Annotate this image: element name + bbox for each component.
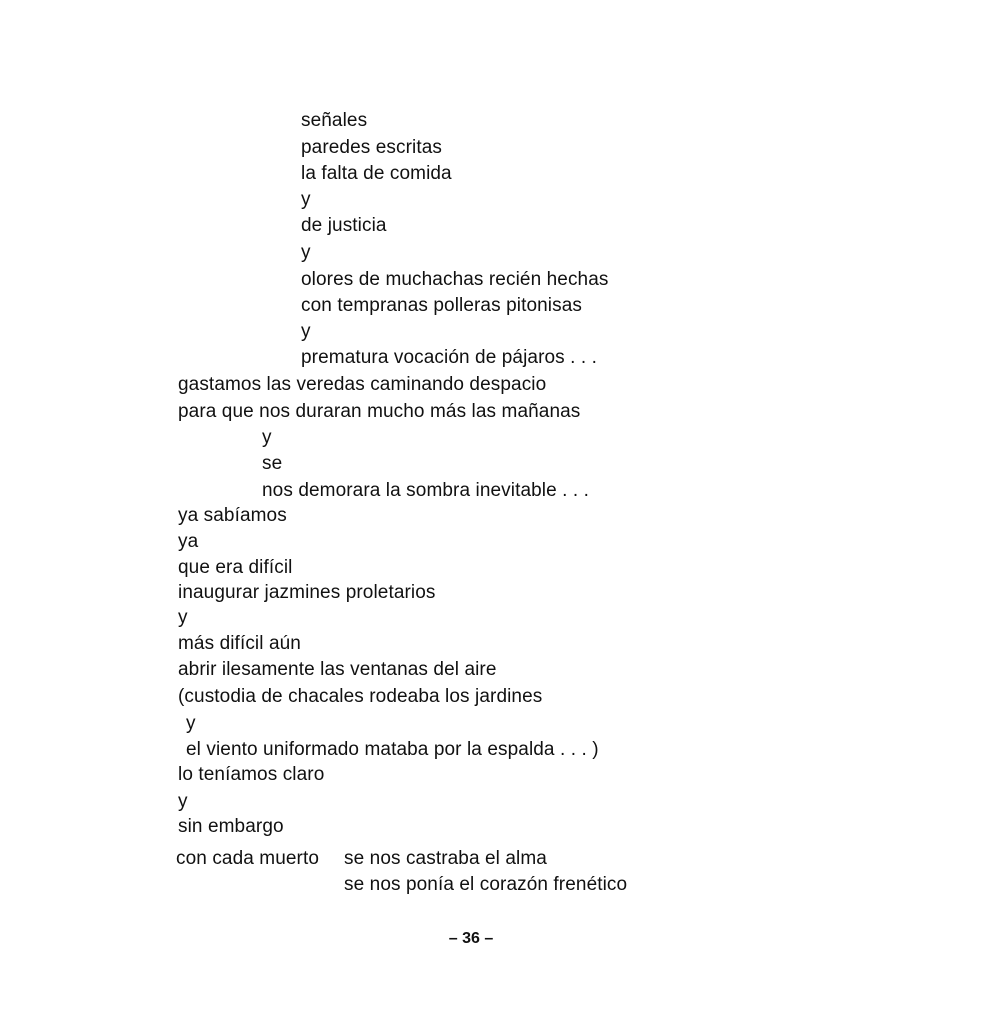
poem-line: más difícil aún: [178, 633, 301, 654]
poem-line: con tempranas polleras pitonisas: [301, 295, 582, 316]
poem-line: inaugurar jazmines proletarios: [178, 582, 436, 603]
poem-line: ya: [178, 531, 199, 552]
poem-line: y: [178, 791, 188, 812]
poem-line: se nos ponía el corazón frenético: [344, 874, 628, 895]
poem-line: ya sabíamos: [178, 505, 287, 526]
poem-line: y: [301, 321, 311, 342]
poem-line: la falta de comida: [301, 163, 452, 184]
poem-line: con cada muerto: [176, 848, 320, 869]
poem-line: y: [262, 427, 272, 448]
poem-line: gastamos las veredas caminando despacio: [178, 374, 547, 395]
poem-line: se: [262, 453, 283, 474]
poem-line: el viento uniformado mataba por la espalda . . . ): [186, 739, 599, 760]
poem-line: para que nos duraran mucho más las mañanas: [178, 401, 581, 422]
poem-line: que era difícil: [178, 557, 293, 578]
poem-line: y: [178, 607, 188, 628]
poem-line: abrir ilesamente las ventanas del aire: [178, 659, 497, 680]
poem-line: y: [301, 189, 311, 210]
poem-line: paredes escritas: [301, 137, 443, 158]
poem-line: y: [301, 242, 311, 263]
poem-line: y: [186, 713, 196, 734]
poem-line: nos demorara la sombra inevitable . . .: [262, 480, 590, 501]
poem-line: lo teníamos claro: [178, 764, 325, 785]
page-number: – 36 –: [448, 930, 494, 947]
poem-line: prematura vocación de pájaros . . .: [301, 347, 598, 368]
poem-line: sin embargo: [178, 816, 284, 837]
poem-line: señales: [301, 110, 368, 131]
poem-line: de justicia: [301, 215, 387, 236]
poem-line: (custodia de chacales rodeaba los jardines: [178, 686, 543, 707]
poem-line: olores de muchachas recién hechas: [301, 269, 609, 290]
poem-line: se nos castraba el alma: [344, 848, 547, 869]
